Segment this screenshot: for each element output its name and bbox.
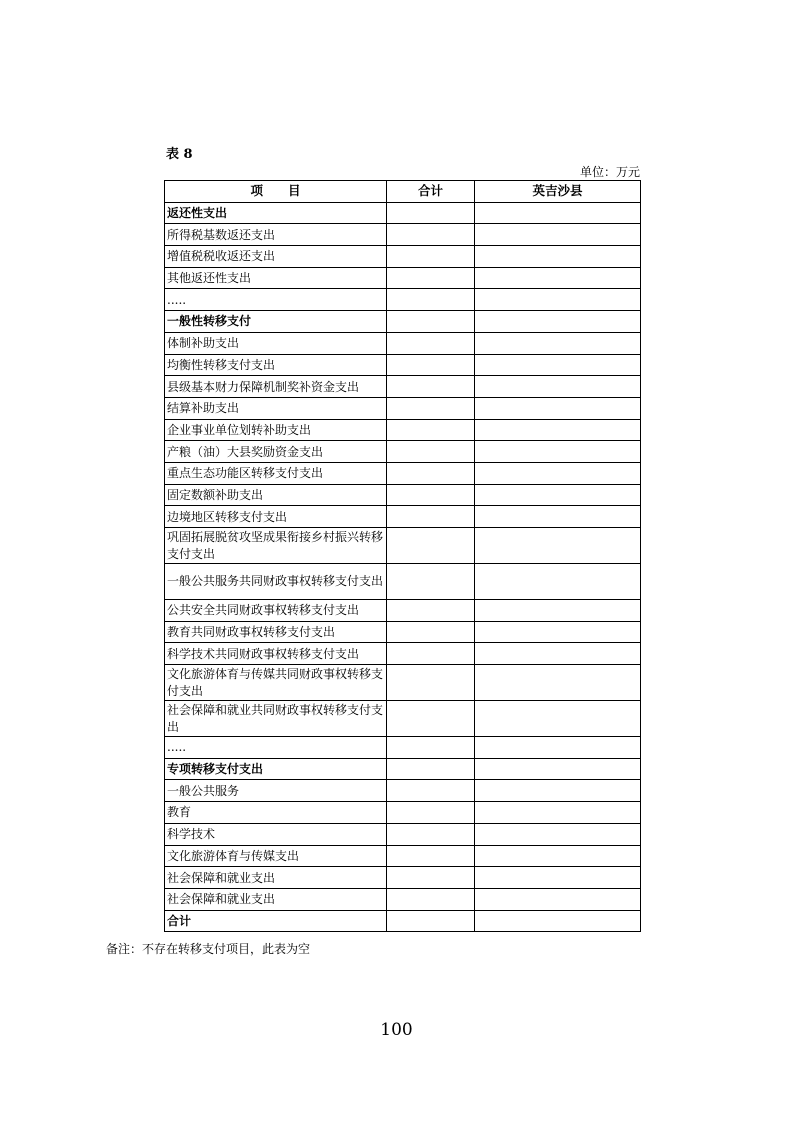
row-label: 巩固拓展脱贫攻坚成果衔接乡村振兴转移支付支出 — [165, 528, 387, 564]
table-row — [165, 506, 641, 528]
row-county-cell — [475, 665, 641, 701]
table-row — [165, 823, 641, 845]
remark-note: 备注：不存在转移支付项目，此表为空 — [106, 942, 311, 956]
table-row — [165, 354, 641, 376]
row-county-cell — [475, 441, 641, 463]
row-county-cell — [475, 397, 641, 419]
row-label: 其他返还性支出 — [165, 267, 387, 289]
row-total-cell — [387, 737, 475, 759]
table-label: 表 8 — [166, 147, 193, 162]
table-row — [165, 758, 641, 780]
row-total-cell — [387, 462, 475, 484]
table-row — [165, 267, 641, 289]
row-total-cell — [387, 528, 475, 564]
row-label: 产粮（油）大县奖励资金支出 — [165, 441, 387, 463]
row-label: 教育共同财政事权转移支付支出 — [165, 621, 387, 643]
row-label: 社会保障和就业支出 — [165, 867, 387, 889]
row-label: 社会保障和就业支出 — [165, 888, 387, 910]
row-county-cell — [475, 780, 641, 802]
table-row — [165, 802, 641, 824]
row-county-cell — [475, 867, 641, 889]
row-total-cell — [387, 910, 475, 932]
row-label: 社会保障和就业共同财政事权转移支付支出 — [165, 701, 387, 737]
table-row — [165, 780, 641, 802]
row-total-cell — [387, 354, 475, 376]
row-total-cell — [387, 246, 475, 268]
row-label: 合计 — [165, 910, 387, 932]
row-label: 返还性支出 — [165, 202, 387, 224]
row-county-cell — [475, 419, 641, 441]
table-row — [165, 224, 641, 246]
row-total-cell — [387, 397, 475, 419]
row-label: ..... — [165, 737, 387, 759]
row-total-cell — [387, 224, 475, 246]
header-county: 英吉沙县 — [475, 181, 641, 203]
table-row — [165, 419, 641, 441]
row-county-cell — [475, 332, 641, 354]
row-label: 均衡性转移支付支出 — [165, 354, 387, 376]
table-header-row — [165, 181, 641, 203]
table-row — [165, 600, 641, 622]
row-total-cell — [387, 665, 475, 701]
row-county-cell — [475, 506, 641, 528]
row-county-cell — [475, 600, 641, 622]
row-total-cell — [387, 564, 475, 600]
page-number: 100 — [380, 1020, 413, 1040]
row-county-cell — [475, 888, 641, 910]
table-row — [165, 621, 641, 643]
header-item: 项 目 — [165, 181, 387, 203]
row-total-cell — [387, 332, 475, 354]
row-label: 专项转移支付支出 — [165, 758, 387, 780]
row-label: 教育 — [165, 802, 387, 824]
row-total-cell — [387, 888, 475, 910]
row-county-cell — [475, 311, 641, 333]
row-label: 县级基本财力保障机制奖补资金支出 — [165, 376, 387, 398]
row-county-cell — [475, 737, 641, 759]
table-row — [165, 397, 641, 419]
table-row — [165, 376, 641, 398]
table-row — [165, 701, 641, 737]
row-label: 所得税基数返还支出 — [165, 224, 387, 246]
table-row — [165, 289, 641, 311]
row-label: 文化旅游体育与传媒支出 — [165, 845, 387, 867]
row-total-cell — [387, 289, 475, 311]
row-county-cell — [475, 802, 641, 824]
table-row — [165, 665, 641, 701]
row-total-cell — [387, 621, 475, 643]
table-row — [165, 888, 641, 910]
row-label: 一般性转移支付 — [165, 311, 387, 333]
row-total-cell — [387, 311, 475, 333]
row-label: 增值税税收返还支出 — [165, 246, 387, 268]
table-row — [165, 564, 641, 600]
row-label: 重点生态功能区转移支付支出 — [165, 462, 387, 484]
unit-label: 单位：万元 — [579, 165, 640, 179]
table-row — [165, 246, 641, 268]
row-county-cell — [475, 910, 641, 932]
row-total-cell — [387, 823, 475, 845]
row-county-cell — [475, 564, 641, 600]
row-label: 一般公共服务共同财政事权转移支付支出 — [165, 564, 387, 600]
row-county-cell — [475, 845, 641, 867]
row-label: 文化旅游体育与传媒共同财政事权转移支付支出 — [165, 665, 387, 701]
table-row — [165, 441, 641, 463]
table-row — [165, 332, 641, 354]
row-county-cell — [475, 643, 641, 665]
row-label: 科学技术 — [165, 823, 387, 845]
row-total-cell — [387, 441, 475, 463]
row-label: 一般公共服务 — [165, 780, 387, 802]
row-total-cell — [387, 376, 475, 398]
row-total-cell — [387, 701, 475, 737]
row-total-cell — [387, 845, 475, 867]
row-label: 企业事业单位划转补助支出 — [165, 419, 387, 441]
row-county-cell — [475, 289, 641, 311]
row-total-cell — [387, 867, 475, 889]
transfer-payment-table — [164, 180, 641, 932]
row-total-cell — [387, 267, 475, 289]
table-row — [165, 462, 641, 484]
row-label: 结算补助支出 — [165, 397, 387, 419]
row-total-cell — [387, 484, 475, 506]
row-county-cell — [475, 246, 641, 268]
row-label: ..... — [165, 289, 387, 311]
row-county-cell — [475, 202, 641, 224]
row-total-cell — [387, 802, 475, 824]
table-row — [165, 910, 641, 932]
row-total-cell — [387, 758, 475, 780]
row-label: 固定数额补助支出 — [165, 484, 387, 506]
row-label: 体制补助支出 — [165, 332, 387, 354]
table-row — [165, 528, 641, 564]
row-county-cell — [475, 267, 641, 289]
row-county-cell — [475, 701, 641, 737]
table-row — [165, 202, 641, 224]
row-county-cell — [475, 376, 641, 398]
table-row — [165, 484, 641, 506]
row-county-cell — [475, 354, 641, 376]
row-total-cell — [387, 780, 475, 802]
row-total-cell — [387, 419, 475, 441]
table-row — [165, 867, 641, 889]
table-row — [165, 311, 641, 333]
row-county-cell — [475, 462, 641, 484]
row-county-cell — [475, 528, 641, 564]
row-total-cell — [387, 202, 475, 224]
row-county-cell — [475, 224, 641, 246]
row-label: 边境地区转移支付支出 — [165, 506, 387, 528]
row-county-cell — [475, 484, 641, 506]
header-total: 合计 — [387, 181, 475, 203]
row-county-cell — [475, 621, 641, 643]
table-body — [165, 202, 641, 932]
table-row — [165, 643, 641, 665]
row-label: 科学技术共同财政事权转移支付支出 — [165, 643, 387, 665]
row-county-cell — [475, 758, 641, 780]
row-total-cell — [387, 600, 475, 622]
row-total-cell — [387, 643, 475, 665]
row-county-cell — [475, 823, 641, 845]
row-total-cell — [387, 506, 475, 528]
table-row — [165, 737, 641, 759]
table-row — [165, 845, 641, 867]
row-label: 公共安全共同财政事权转移支付支出 — [165, 600, 387, 622]
